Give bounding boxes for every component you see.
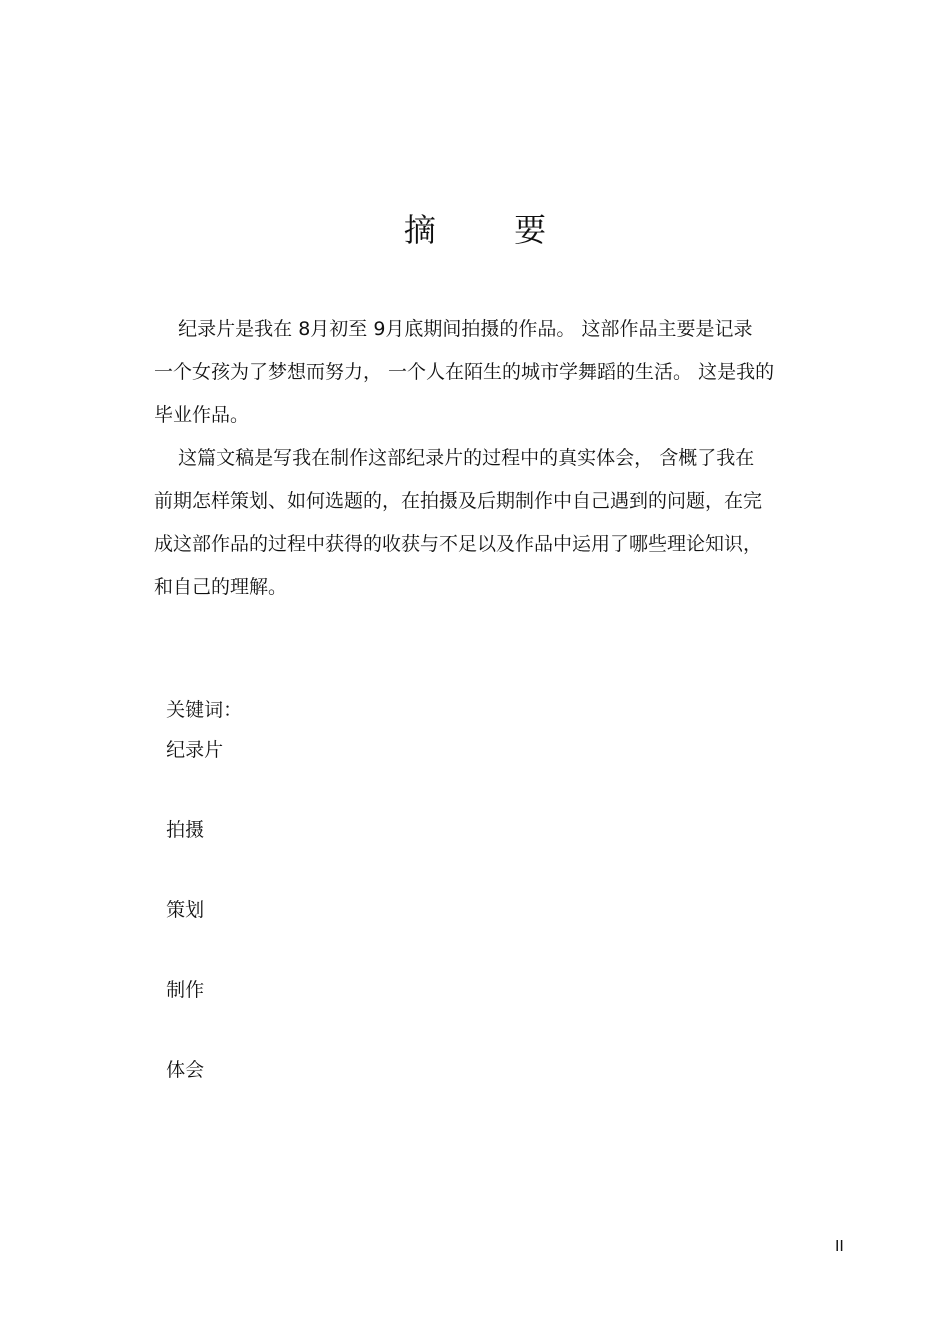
keyword-item: 纪录片 <box>166 739 224 761</box>
keyword-item: 体会 <box>166 1059 205 1081</box>
keywords-label: 关键词： <box>166 699 243 721</box>
keyword-item: 拍摄 <box>166 819 205 841</box>
keyword-item: 制作 <box>166 979 205 1001</box>
abstract-paragraph-1: 纪录片是我在 8月初至 9月底期间拍摄的作品。 这部作品主要是记录 一个女孩为了梦想而努力， 一个人在陌生的城市学舞蹈的生活。 这是我的 毕业作品。 <box>154 318 775 426</box>
abstract-paragraph-2: 这篇文稿是写我在制作这部纪录片的过程中的真实体会， 含概了我在 前期怎样策划、如何选题的，在拍摄及后期制作中自己遇到的问题，在完 成这部作品的过程中获得的收获与不足以及作品中运用了哪些理论知识， 和自己的理解。 <box>154 447 763 598</box>
page-number: II <box>835 1237 844 1255</box>
page-title: 摘 要 <box>403 211 581 249</box>
keywords-line <box>154 650 242 1090</box>
keyword-item: 策划 <box>166 899 205 921</box>
